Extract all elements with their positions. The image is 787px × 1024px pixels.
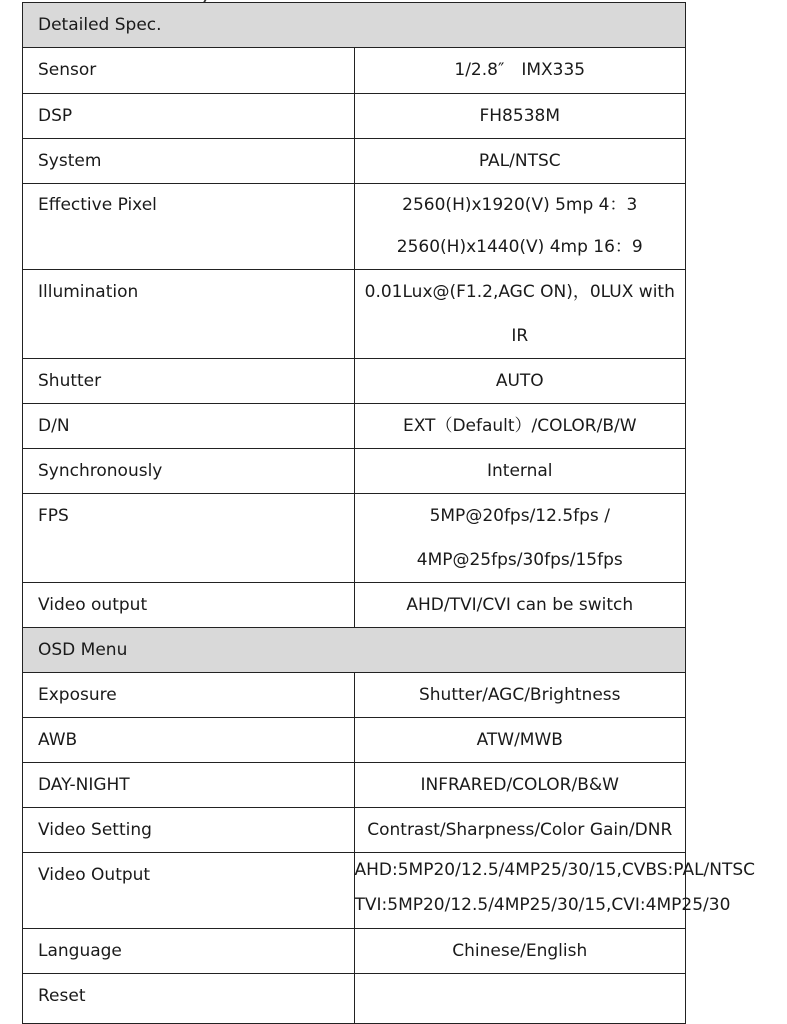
table-row-awb <box>23 718 686 763</box>
section-title: OSD Menu <box>23 628 686 673</box>
section-header-detailed-spec <box>23 3 686 48</box>
row-value: 2560(H)x1920(V) 5mp 4：3 2560(H)x1440(V) 4mp 16：9 <box>354 184 686 270</box>
row-value: AHD:5MP20/12.5/4MP25/30/15,CVBS:PAL/NTSC TVI:5MP20/12.5/4MP25/30/15,CVI:4MP25/30 <box>354 853 686 929</box>
table-row-fps <box>23 494 686 583</box>
table-row-sensor <box>23 48 686 94</box>
row-label: Effective Pixel <box>23 184 355 270</box>
table-row-synchronously <box>23 449 686 494</box>
section-title: Detailed Spec. <box>23 3 686 48</box>
table-row-language <box>23 929 686 974</box>
row-label: Reset <box>23 974 355 1024</box>
table-row-day-night <box>23 763 686 808</box>
row-label: Video Setting <box>23 808 355 853</box>
row-value: Chinese/English <box>354 929 686 974</box>
row-label: FPS <box>23 494 355 583</box>
row-value: AUTO <box>354 359 686 404</box>
row-label: Illumination <box>23 270 355 359</box>
table-row-video-output-osd <box>23 853 686 929</box>
row-value: Internal <box>354 449 686 494</box>
table-row-illumination <box>23 270 686 359</box>
row-label: DSP <box>23 94 355 139</box>
table-row-effective-pixel <box>23 184 686 270</box>
row-label: D/N <box>23 404 355 449</box>
row-label: System <box>23 139 355 184</box>
row-value: FH8538M <box>354 94 686 139</box>
row-value: AHD/TVI/CVI can be switch <box>354 583 686 628</box>
row-value: ATW/MWB <box>354 718 686 763</box>
row-label: Shutter <box>23 359 355 404</box>
section-header-osd-menu <box>23 628 686 673</box>
row-value: 0.01Lux@(F1.2,AGC ON)，0LUX with IR <box>354 270 686 359</box>
row-label: AWB <box>23 718 355 763</box>
row-value: Contrast/Sharpness/Color Gain/DNR <box>354 808 686 853</box>
table-row-dn <box>23 404 686 449</box>
table-row-shutter <box>23 359 686 404</box>
row-value: Shutter/AGC/Brightness <box>354 673 686 718</box>
table-row-dsp <box>23 94 686 139</box>
table-row-video-setting <box>23 808 686 853</box>
row-value: 5MP@20fps/12.5fps / 4MP@25fps/30fps/15fps <box>354 494 686 583</box>
row-label: Synchronously <box>23 449 355 494</box>
row-label: DAY-NIGHT <box>23 763 355 808</box>
row-value: INFRARED/COLOR/B&W <box>354 763 686 808</box>
row-value: 1/2.8″ IMX335 <box>354 48 686 94</box>
row-label: Language <box>23 929 355 974</box>
table-row-reset <box>23 974 686 1024</box>
row-label: Sensor <box>23 48 355 94</box>
table-row-video-output <box>23 583 686 628</box>
table-row-system <box>23 139 686 184</box>
row-label: Video Output <box>23 853 355 929</box>
table-row-exposure <box>23 673 686 718</box>
row-value <box>354 974 686 1024</box>
row-value: EXT（Default）/COLOR/B/W <box>354 404 686 449</box>
spec-table <box>22 2 756 1024</box>
row-value: PAL/NTSC <box>354 139 686 184</box>
row-label: Video output <box>23 583 355 628</box>
row-label: Exposure <box>23 673 355 718</box>
